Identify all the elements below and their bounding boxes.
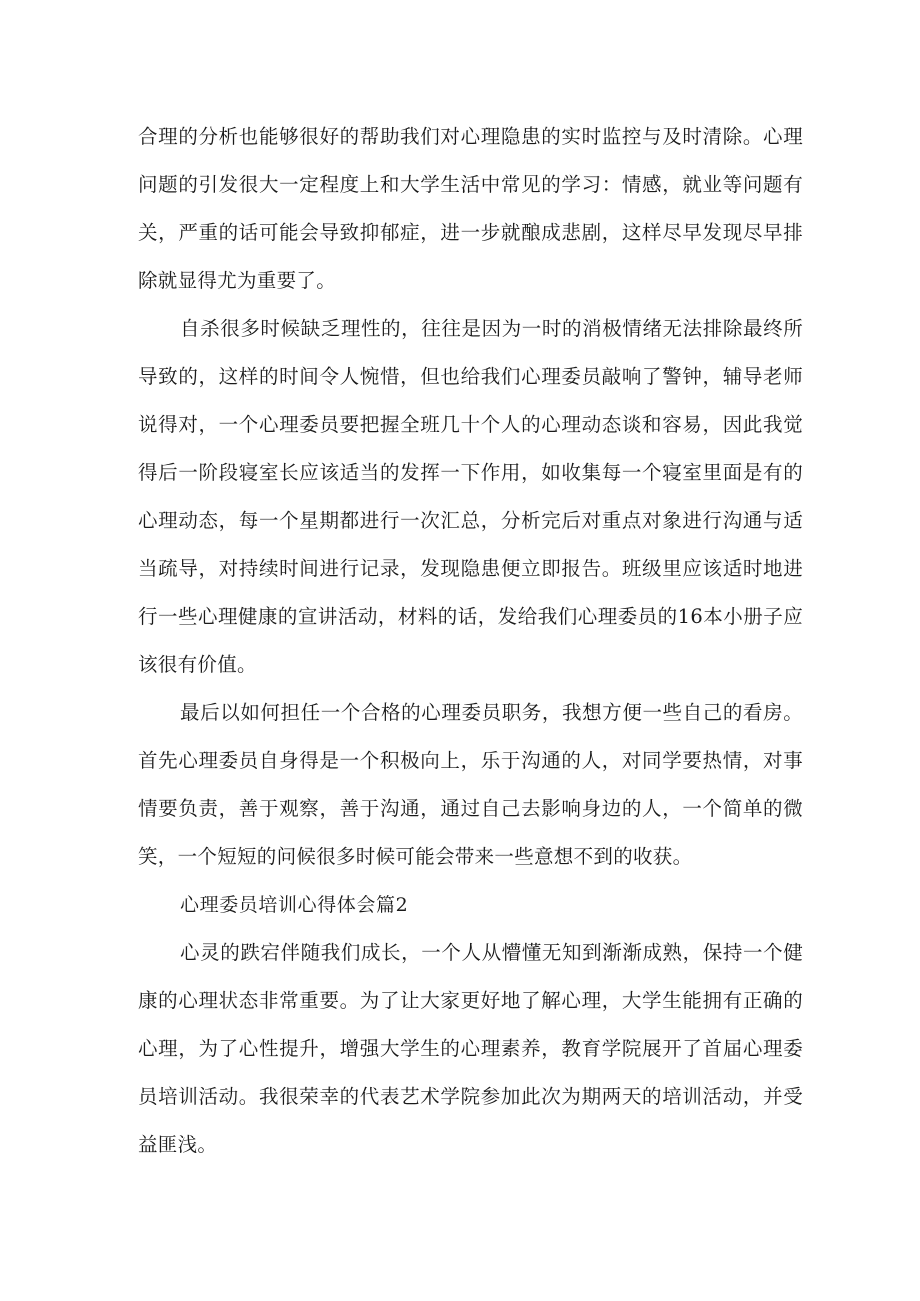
paragraph-suicide-reflection: 自杀很多时候缺乏理性的，往往是因为一时的消极情绪无法排除最终所导致的，这样的时间令人惋惜，但也给我们心理委员敲响了警钟，辅导老师说得对，一个心理委员要把握全班几十个人的心理动态谈和容易，因此我觉得后一阶段寝室长应该适当的发挥一下作用，如收集每一个寝室里面是有的心理动态，每一个星期都进行一次汇总，分析完后对重点对象进行沟通与适当疏导，对持续时间进行记录，发现隐患便立即报告。班级里应该适时地进行一些心理健康的宣讲活动，材料的话，发给我们心理委员的16本小册子应该很有价值。 [138, 317, 803, 676]
paragraph-qualified-committee: 最后以如何担任一个合格的心理委员职务，我想方便一些自己的看房。首先心理委员自身得是一个积极向上，乐于沟通的人，对同学要热情，对事情要负责，善于观察，善于沟通，通过自己去影响身边的人，一个简单的微笑，一个短短的问候很多时候可能会带来一些意想不到的收获。 [138, 701, 803, 868]
paragraph-training-intro: 心灵的跌宕伴随我们成长，一个人从懵懂无知到渐渐成熟，保持一个健康的心理状态非常重要。为了让大家更好地了解心理，大学生能拥有正确的心理，为了心性提升，增强大学生的心理素养，教育学院展开了首届心理委员培训活动。我很荣幸的代表艺术学院参加此次为期两天的培训活动，并受益匪浅。 [138, 941, 803, 1156]
paragraph-continuation: 合理的分析也能够很好的帮助我们对心理隐患的实时监控与及时清除。心理问题的引发很大一定程度上和大学生活中常见的学习：情感，就业等问题有关，严重的话可能会导致抑郁症，进一步就酿成悲剧，这样尽早发现尽早排除就显得尤为重要了。 [138, 125, 803, 292]
section-heading: 心理委员培训心得体会篇2 [180, 894, 409, 916]
document-body [138, 113, 803, 1169]
